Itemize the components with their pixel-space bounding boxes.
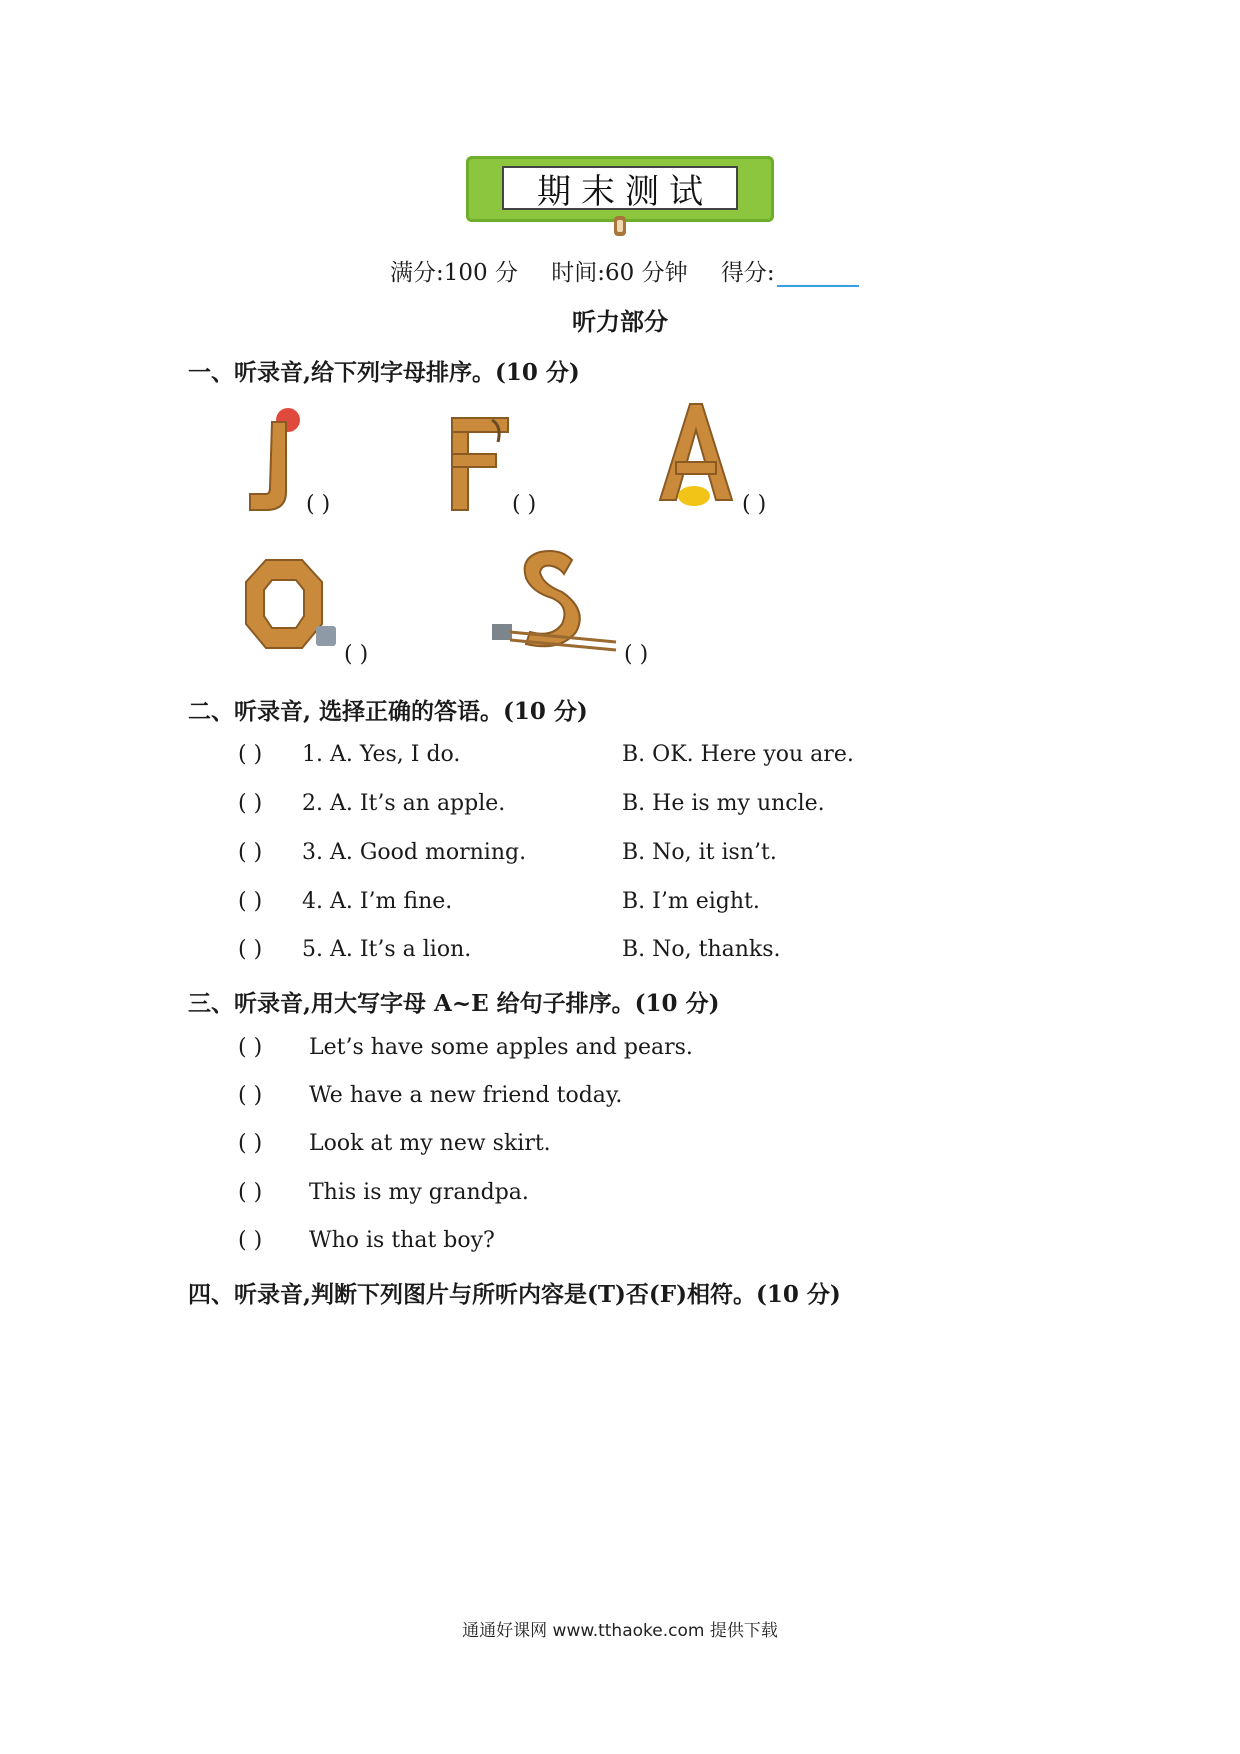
full-score: 满分:100 分 — [390, 260, 518, 286]
answer-blank[interactable]: ( ) — [238, 1083, 263, 1108]
sentence: This is my grandpa. — [302, 1180, 529, 1205]
option-b: B. No, thanks. — [622, 937, 781, 962]
page-title: 期末测试 — [537, 171, 713, 212]
section2-heading: 二、听录音, 选择正确的答语。(10 分) — [188, 698, 588, 725]
answer-blank[interactable]: ( ) — [238, 1035, 263, 1060]
exam-meta — [390, 254, 885, 287]
option-b: B. No, it isn’t. — [622, 840, 777, 865]
hanger-icon — [608, 214, 632, 238]
answer-blank[interactable]: ( ) — [238, 1131, 263, 1156]
answer-blank[interactable]: ( ) — [238, 1180, 263, 1205]
score-label: 得分: — [720, 260, 775, 286]
answer-blank[interactable]: ( ) — [238, 889, 263, 914]
section4-heading: 四、听录音,判断下列图片与所听内容是(T)否(F)相符。(10 分) — [188, 1281, 841, 1308]
part-title: 听力部分 — [572, 308, 668, 336]
section3-item — [238, 1180, 529, 1205]
letter-a-picture — [654, 400, 736, 510]
answer-blank[interactable]: ( ) — [238, 791, 263, 816]
letter-s-picture — [490, 544, 620, 654]
section2-item — [238, 889, 760, 914]
option-a: 5. A. It’s a lion. — [302, 937, 472, 962]
answer-blank[interactable]: ( ) — [238, 840, 263, 865]
section2-item — [238, 937, 781, 962]
section1-heading: 一、听录音,给下列字母排序。(10 分) — [188, 359, 580, 386]
title-banner — [466, 156, 774, 222]
sentence: Let’s have some apples and pears. — [302, 1035, 693, 1060]
sentence: Who is that boy? — [302, 1228, 495, 1253]
time-limit: 时间:60 分钟 — [551, 260, 688, 286]
answer-blank[interactable]: ( ) — [238, 937, 263, 962]
letter-j-picture — [242, 406, 306, 514]
section3-heading: 三、听录音,用大写字母 A~E 给句子排序。(10 分) — [188, 990, 720, 1017]
option-a: 2. A. It’s an apple. — [302, 791, 506, 816]
sentence: Look at my new skirt. — [302, 1131, 551, 1156]
section3-item — [238, 1035, 693, 1060]
letter-s-answer[interactable]: ( ) — [624, 642, 649, 667]
score-blank[interactable] — [777, 265, 859, 287]
letter-a-answer[interactable]: ( ) — [742, 492, 767, 517]
letter-o-answer[interactable]: ( ) — [344, 642, 369, 667]
section3-item — [238, 1131, 551, 1156]
option-b: B. OK. Here you are. — [622, 742, 854, 767]
letter-f-answer[interactable]: ( ) — [512, 492, 537, 517]
sentence: We have a new friend today. — [302, 1083, 623, 1108]
letter-o-picture — [240, 554, 340, 654]
section2-item — [238, 840, 777, 865]
section2-item — [238, 791, 825, 816]
option-a: 3. A. Good morning. — [302, 840, 527, 865]
letter-f-picture — [448, 412, 512, 512]
banner-inner — [502, 166, 738, 210]
answer-blank[interactable]: ( ) — [238, 742, 263, 767]
section2-item — [238, 742, 854, 767]
footer-source: 通通好课网 www.tthaoke.com 提供下载 — [462, 1621, 778, 1641]
option-b: B. He is my uncle. — [622, 791, 825, 816]
option-b: B. I’m eight. — [622, 889, 760, 914]
section3-item — [238, 1083, 622, 1108]
answer-blank[interactable]: ( ) — [238, 1228, 263, 1253]
option-a: 1. A. Yes, I do. — [302, 742, 461, 767]
option-a: 4. A. I’m fine. — [302, 889, 453, 914]
letter-j-answer[interactable]: ( ) — [306, 492, 331, 517]
section3-item — [238, 1228, 495, 1253]
